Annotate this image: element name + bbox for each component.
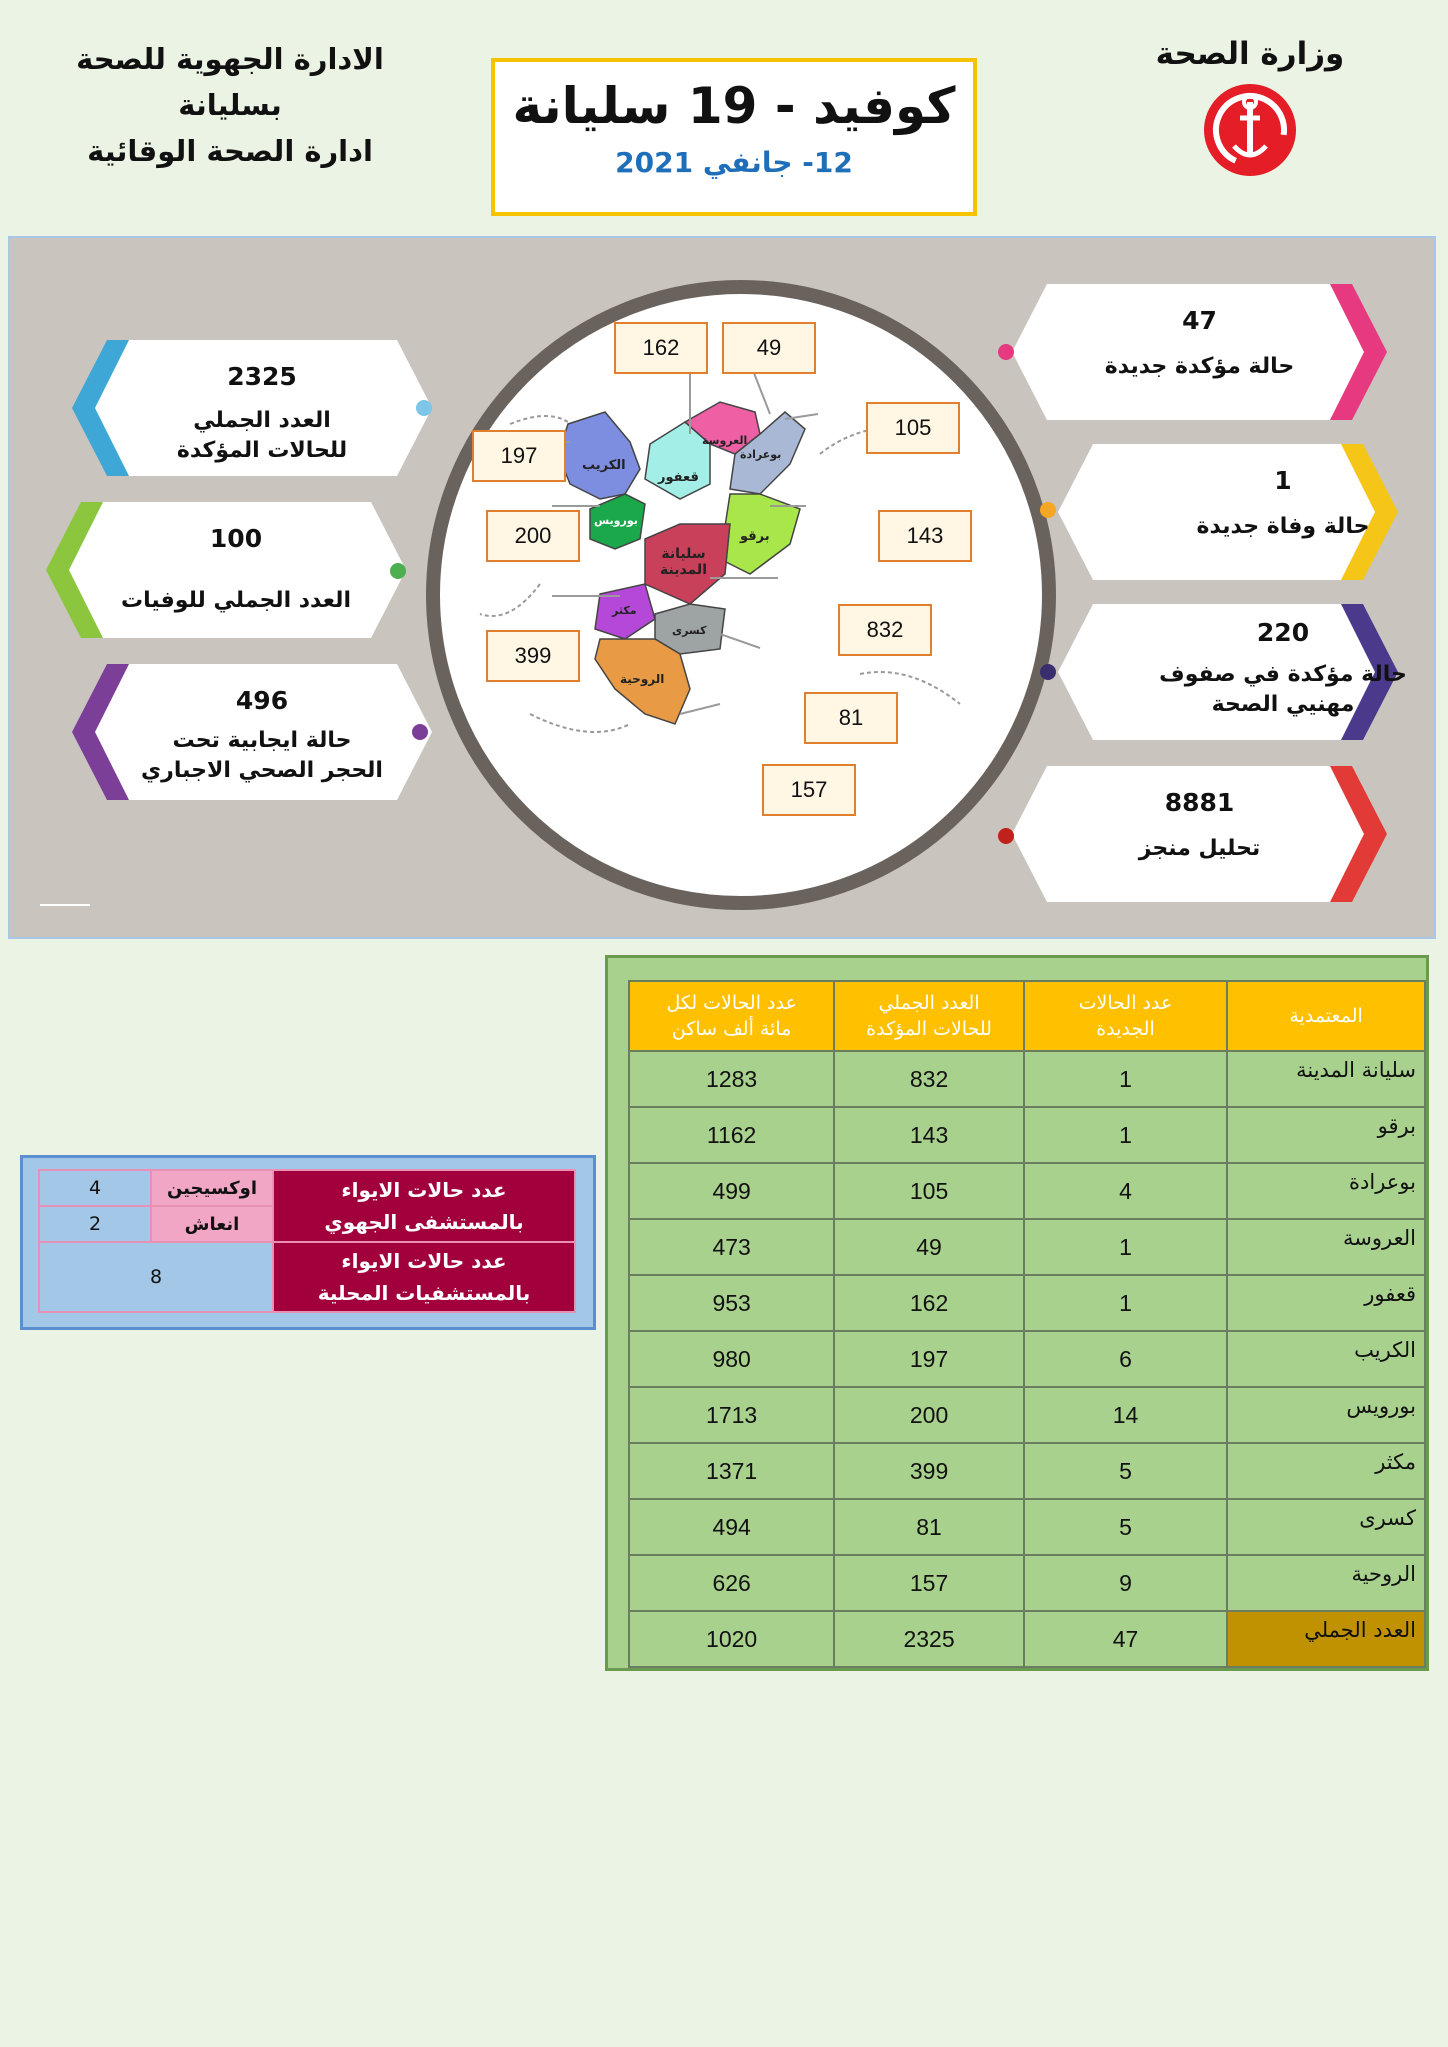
- total-confirmed: 2325: [834, 1611, 1024, 1667]
- cell-per100k: 1713: [629, 1387, 834, 1443]
- card-dot: [998, 344, 1014, 360]
- col-header-total: العدد الجملي للحالات المؤكدة: [834, 981, 1024, 1051]
- local-hospitals-count: 8: [39, 1242, 273, 1312]
- cell-total: 197: [834, 1331, 1024, 1387]
- cell-delegation: بورويس: [1227, 1387, 1425, 1443]
- card-total-confirmed: [72, 340, 447, 476]
- cell-new: 1: [1024, 1219, 1227, 1275]
- oxygen-count: 4: [39, 1170, 151, 1206]
- region-krib: [558, 412, 640, 499]
- cell-per100k: 494: [629, 1499, 834, 1555]
- map-label-bourouis: بورويس: [594, 514, 638, 527]
- cell-per100k: 1371: [629, 1443, 834, 1499]
- regional-hospital-label: عدد حالات الايواء بالمستشفى الجهوي: [273, 1170, 575, 1242]
- card-value: 496: [235, 686, 289, 715]
- cell-total: 81: [834, 1499, 1024, 1555]
- card-dot: [412, 724, 428, 740]
- total-new: 47: [1024, 1611, 1227, 1667]
- col-header-delegation: المعتمدية: [1227, 981, 1425, 1051]
- map-label-laroussa: العروسة: [702, 434, 748, 447]
- map-label-gaafour: قعفور: [658, 470, 699, 485]
- cell-new: 9: [1024, 1555, 1227, 1611]
- card-value: 2325: [227, 362, 297, 391]
- callout-bourouis: 200: [486, 510, 580, 562]
- cell-total: 49: [834, 1219, 1024, 1275]
- card-dot: [1040, 664, 1056, 680]
- col-header-new: عدد الحالات الجديدة: [1024, 981, 1227, 1051]
- map-label-makthar: مكثر: [612, 604, 637, 617]
- callout-laroussa: 49: [722, 322, 816, 374]
- table-row: [629, 1163, 1425, 1219]
- card-label: حالة مؤكدة جديدة: [1104, 354, 1295, 379]
- report-date: 12- جانفي 2021: [615, 146, 853, 179]
- resuscitation-count: 2: [39, 1206, 151, 1242]
- callout-kesra: 81: [804, 692, 898, 744]
- cell-new: 14: [1024, 1387, 1227, 1443]
- table-row: [629, 1219, 1425, 1275]
- hospitalization-table: [38, 1169, 576, 1313]
- cell-total: 399: [834, 1443, 1024, 1499]
- cell-delegation: قعفور: [1227, 1275, 1425, 1331]
- card-value: 100: [209, 524, 263, 553]
- cell-delegation: سليانة المدينة: [1227, 1051, 1425, 1107]
- cell-per100k: 626: [629, 1555, 834, 1611]
- cell-total: 162: [834, 1275, 1024, 1331]
- cell-per100k: 499: [629, 1163, 834, 1219]
- card-dot: [998, 828, 1014, 844]
- card-label: حالة ايجابية تحت الحجر الصحي الاجباري: [141, 728, 383, 783]
- table-row: [629, 1331, 1425, 1387]
- cell-delegation: بوعرادة: [1227, 1163, 1425, 1219]
- callout-bargou: 143: [878, 510, 972, 562]
- callout-siliana-city: 832: [838, 604, 932, 656]
- callout-rouhia: 157: [762, 764, 856, 816]
- card-health-workers: [1058, 604, 1433, 740]
- ministry-header: [1100, 36, 1400, 176]
- cell-new: 1: [1024, 1275, 1227, 1331]
- cell-total: 157: [834, 1555, 1024, 1611]
- card-chevron-icon: [46, 502, 406, 638]
- card-quarantine: [72, 664, 447, 800]
- siliana-map: [440, 294, 1042, 896]
- map-label-rouhia: الروحية: [620, 672, 665, 686]
- callout-gaafour: 162: [614, 322, 708, 374]
- cell-total: 105: [834, 1163, 1024, 1219]
- local-hospitals-label: عدد حالات الايواء بالمستشفيات المحلية: [273, 1242, 575, 1312]
- cell-per100k: 1283: [629, 1051, 834, 1107]
- cell-new: 5: [1024, 1443, 1227, 1499]
- card-label: حالة وفاة جديدة: [1196, 514, 1370, 539]
- card-label: العدد الجملي للوفيات: [121, 588, 351, 613]
- org-line-1: الادارة الجهوية للصحة: [76, 42, 384, 76]
- card-dot: [390, 563, 406, 579]
- table-row: [629, 1275, 1425, 1331]
- cell-delegation: الكريب: [1227, 1331, 1425, 1387]
- ministry-name: وزارة الصحة: [1155, 36, 1345, 72]
- oxygen-label: اوكسيجين: [151, 1170, 273, 1206]
- delegation-stats-panel: [605, 955, 1429, 1671]
- hospitalization-box: [20, 1155, 596, 1330]
- total-label: العدد الجملي: [1227, 1611, 1425, 1667]
- map-label-bargou: برقو: [740, 529, 770, 544]
- callout-bouarada: 105: [866, 402, 960, 454]
- card-new-deaths: [1058, 444, 1433, 580]
- card-value: 8881: [1164, 788, 1235, 817]
- card-dot: [416, 400, 432, 416]
- cell-new: 1: [1024, 1051, 1227, 1107]
- cell-new: 1: [1024, 1107, 1227, 1163]
- card-tests-done: [1012, 766, 1387, 902]
- cell-new: 5: [1024, 1499, 1227, 1555]
- cell-per100k: 980: [629, 1331, 834, 1387]
- map-label-siliana-city: سليانة المدينة: [660, 546, 707, 578]
- card-label: حالة مؤكدة في صفوف مهنيي الصحة: [1159, 662, 1407, 717]
- cell-per100k: 1162: [629, 1107, 834, 1163]
- org-line-2: بسليانة: [178, 88, 282, 122]
- col-header-per100k: عدد الحالات لكل مائة ألف ساكن: [629, 981, 834, 1051]
- cell-per100k: 473: [629, 1219, 834, 1275]
- card-label: العدد الجملي للحالات المؤكدة: [176, 408, 348, 463]
- resuscitation-label: انعاش: [151, 1206, 273, 1242]
- ministry-emblem-icon: [1204, 84, 1296, 176]
- cell-delegation: الروحية: [1227, 1555, 1425, 1611]
- organization-header: [60, 36, 400, 174]
- table-row: [629, 1387, 1425, 1443]
- table-row: [629, 1107, 1425, 1163]
- callout-krib: 197: [472, 430, 566, 482]
- map-label-kesra: كسرى: [672, 624, 707, 637]
- delegation-stats-table: [628, 980, 1426, 1668]
- org-line-3: ادارة الصحة الوقائية: [87, 134, 373, 168]
- card-label: تحليل منجز: [1138, 836, 1261, 861]
- table-row: [629, 1499, 1425, 1555]
- total-per100k: 1020: [629, 1611, 834, 1667]
- card-total-deaths: [46, 502, 421, 638]
- cell-delegation: العروسة: [1227, 1219, 1425, 1275]
- cell-total: 832: [834, 1051, 1024, 1107]
- table-row: [629, 1555, 1425, 1611]
- card-dot: [1040, 502, 1056, 518]
- card-value: 1: [1274, 466, 1292, 495]
- map-label-krib: الكريب: [582, 458, 626, 473]
- title-box: [491, 58, 977, 216]
- table-header-row: [629, 981, 1425, 1051]
- table-total-row: [629, 1611, 1425, 1667]
- card-new-cases: [1012, 284, 1387, 420]
- map-label-bouarada: بوعرادة: [740, 448, 782, 461]
- cell-delegation: كسرى: [1227, 1499, 1425, 1555]
- cell-total: 143: [834, 1107, 1024, 1163]
- card-value: 220: [1256, 618, 1310, 647]
- cell-per100k: 953: [629, 1275, 834, 1331]
- map-circle: [426, 280, 1056, 910]
- table-row: [629, 1051, 1425, 1107]
- cell-total: 200: [834, 1387, 1024, 1443]
- card-value: 47: [1182, 306, 1217, 335]
- page-title: كوفيد - 19 سليانة: [512, 77, 956, 135]
- cell-delegation: مكثر: [1227, 1443, 1425, 1499]
- cell-new: 6: [1024, 1331, 1227, 1387]
- table-row: [629, 1443, 1425, 1499]
- cell-new: 4: [1024, 1163, 1227, 1219]
- table-body: [629, 1051, 1425, 1611]
- panel-divider: [40, 904, 90, 906]
- cell-delegation: برقو: [1227, 1107, 1425, 1163]
- callout-makthar: 399: [486, 630, 580, 682]
